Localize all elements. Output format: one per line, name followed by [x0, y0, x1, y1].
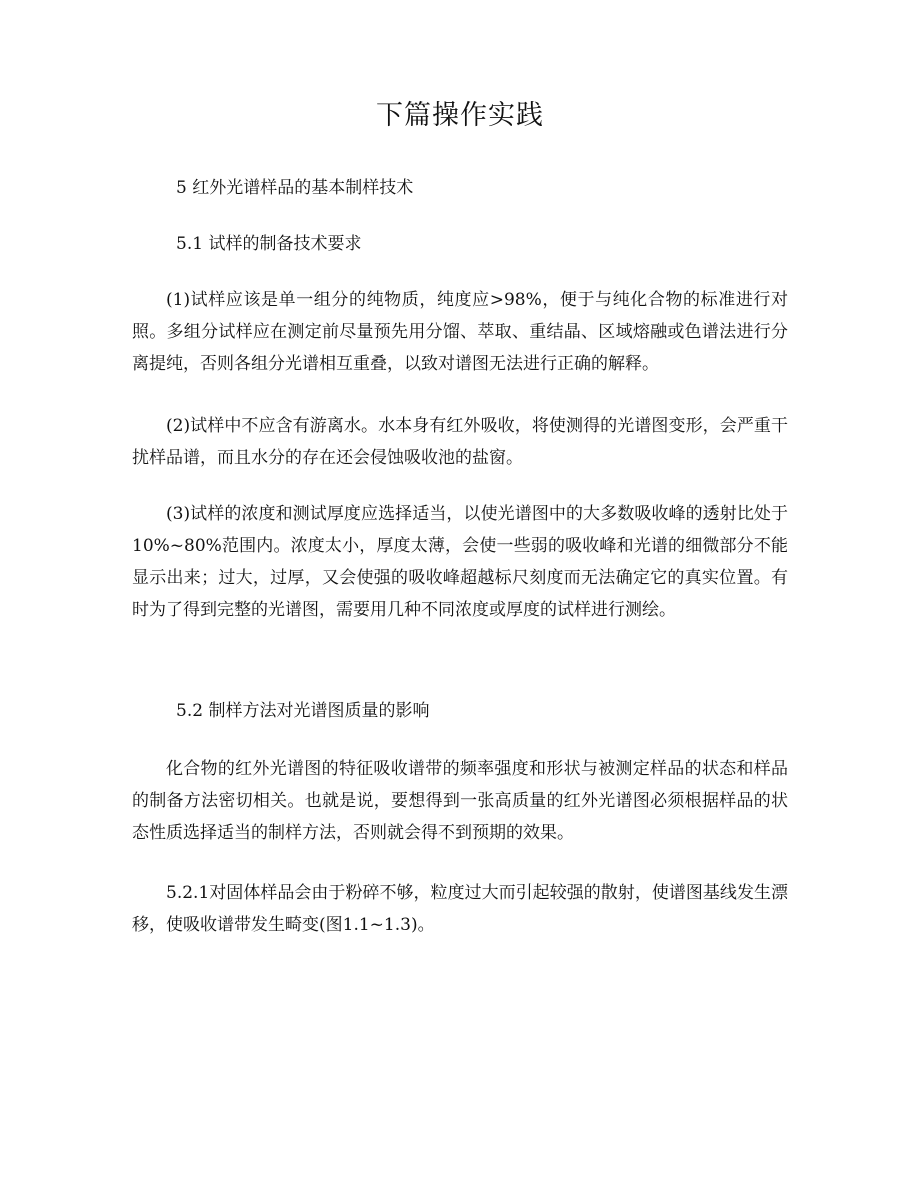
paragraph-solid-sample: 5.2.1对固体样品会由于粉碎不够，粒度过大而引起较强的散射，使谱图基线发生漂移，使吸收谱带发生畸变(图1.1~1.3)。 — [132, 883, 788, 935]
section-5-2-heading: 5.2 制样方法对光谱图质量的影响 — [176, 701, 430, 721]
paragraph-preparation-influence: 化合物的红外光谱图的特征吸收谱带的频率强度和形状与被测定样品的状态和样品的制备方法密切相关。也就是说，要想得到一张高质量的红外光谱图必须根据样品的状态性质选择适当的制样方法，否则就会得不到预期的效果。 — [132, 759, 788, 843]
paragraph-requirement-1: (1)试样应该是单一组分的纯物质，纯度应>98%，便于与纯化合物的标准进行对照。多组分试样应在测定前尽量预先用分馏、萃取、重结晶、区域熔融或色谱法进行分离提纯，否则各组分光谱相互重叠，以致对谱图无法进行正确的解释。 — [132, 290, 788, 374]
section-5-heading: 5 红外光谱样品的基本制样技术 — [176, 178, 414, 198]
paragraph-requirement-2: (2)试样中不应含有游离水。水本身有红外吸收，将使测得的光谱图变形，会严重干扰样品谱，而且水分的存在还会侵蚀吸收池的盐窗。 — [132, 416, 788, 468]
page-title: 下篇操作实践 — [376, 100, 544, 131]
paragraph-requirement-3: (3)试样的浓度和测试厚度应选择适当，以使光谱图中的大多数吸收峰的透射比处于10%~80%范围内。浓度太小，厚度太薄，会使一些弱的吸收峰和光谱的细微部分不能显示出来；过大，过厚，又会使强的吸收峰超越标尺刻度而无法确定它的真实位置。有时为了得到完整的光谱图，需要用几种不同浓度或厚度的试样进行测绘。 — [132, 504, 788, 620]
section-5-1-heading: 5.1 试样的制备技术要求 — [176, 234, 362, 254]
